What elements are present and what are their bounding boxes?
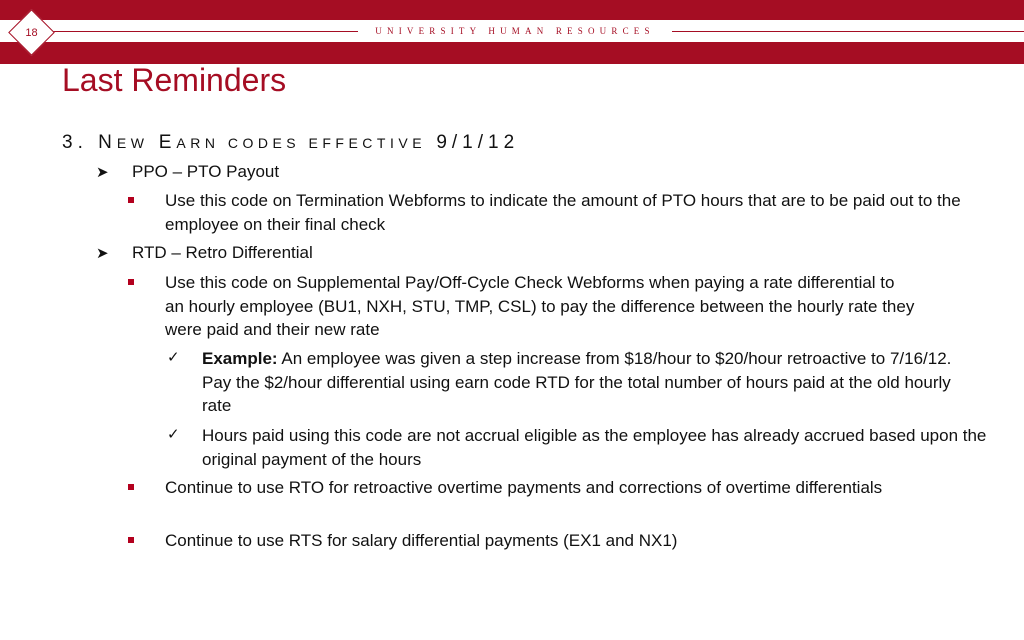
band-rule-left bbox=[38, 31, 358, 32]
square-bullet-icon bbox=[128, 537, 134, 543]
slide-title: Last Reminders bbox=[62, 62, 287, 98]
section-number: 3. bbox=[62, 132, 88, 153]
list-item-rto-note: Continue to use RTO for retroactive overtime payments and corrections of overtime differentials bbox=[165, 478, 883, 497]
square-bullet-icon bbox=[128, 197, 134, 203]
example-label: Example: bbox=[202, 349, 278, 368]
band-rule-right bbox=[672, 31, 1024, 32]
list-item-rtd: RTD – Retro Differential bbox=[132, 243, 313, 262]
banner-text: UNIVERSITY HUMAN RESOURCES bbox=[375, 26, 655, 36]
heading-word-n: N bbox=[98, 132, 117, 153]
heading-word-ew: EW bbox=[116, 135, 149, 151]
arrowhead-bullet-icon: ➤ bbox=[96, 164, 109, 181]
list-item-rtd-detail: Use this code on Supplemental Pay/Off-Cycle Check Webforms when paying a rate differential to an hourly employee (BU1, NXH, STU, TMP, CSL) to pay the difference between the hourly rate they were paid and their new rate bbox=[165, 273, 915, 339]
heading-word-e: E bbox=[158, 132, 177, 153]
arrowhead-bullet-icon: ➤ bbox=[96, 245, 109, 262]
list-item-example bbox=[202, 347, 962, 418]
square-bullet-icon bbox=[128, 279, 134, 285]
heading-word-arn: ARN CODES EFFECTIVE bbox=[176, 135, 427, 151]
checkmark-bullet-icon: ✓ bbox=[167, 349, 180, 366]
list-item-ppo-detail: Use this code on Termination Webforms to indicate the amount of PTO hours that are to be paid out to the employee on their final check bbox=[165, 191, 961, 234]
list-item-accrual-note: Hours paid using this code are not accrual eligible as the employee has already accrued based upon the original payment of the hours bbox=[202, 426, 987, 469]
list-item-rts-note: Continue to use RTS for salary differential payments (EX1 and NX1) bbox=[165, 531, 678, 550]
example-text: An employee was given a step increase from $18/hour to $20/hour retroactive to 7/16/12. Pay the $2/hour differential using earn code RTD for the total number of hours paid at the old hourly rate bbox=[202, 349, 952, 415]
checkmark-bullet-icon: ✓ bbox=[167, 426, 180, 443]
list-item-ppo: PPO – PTO Payout bbox=[132, 162, 280, 181]
square-bullet-icon bbox=[128, 484, 134, 490]
heading-date: 9/1/12 bbox=[436, 132, 520, 153]
section-heading bbox=[62, 131, 519, 155]
page-number: 18 bbox=[25, 26, 38, 39]
